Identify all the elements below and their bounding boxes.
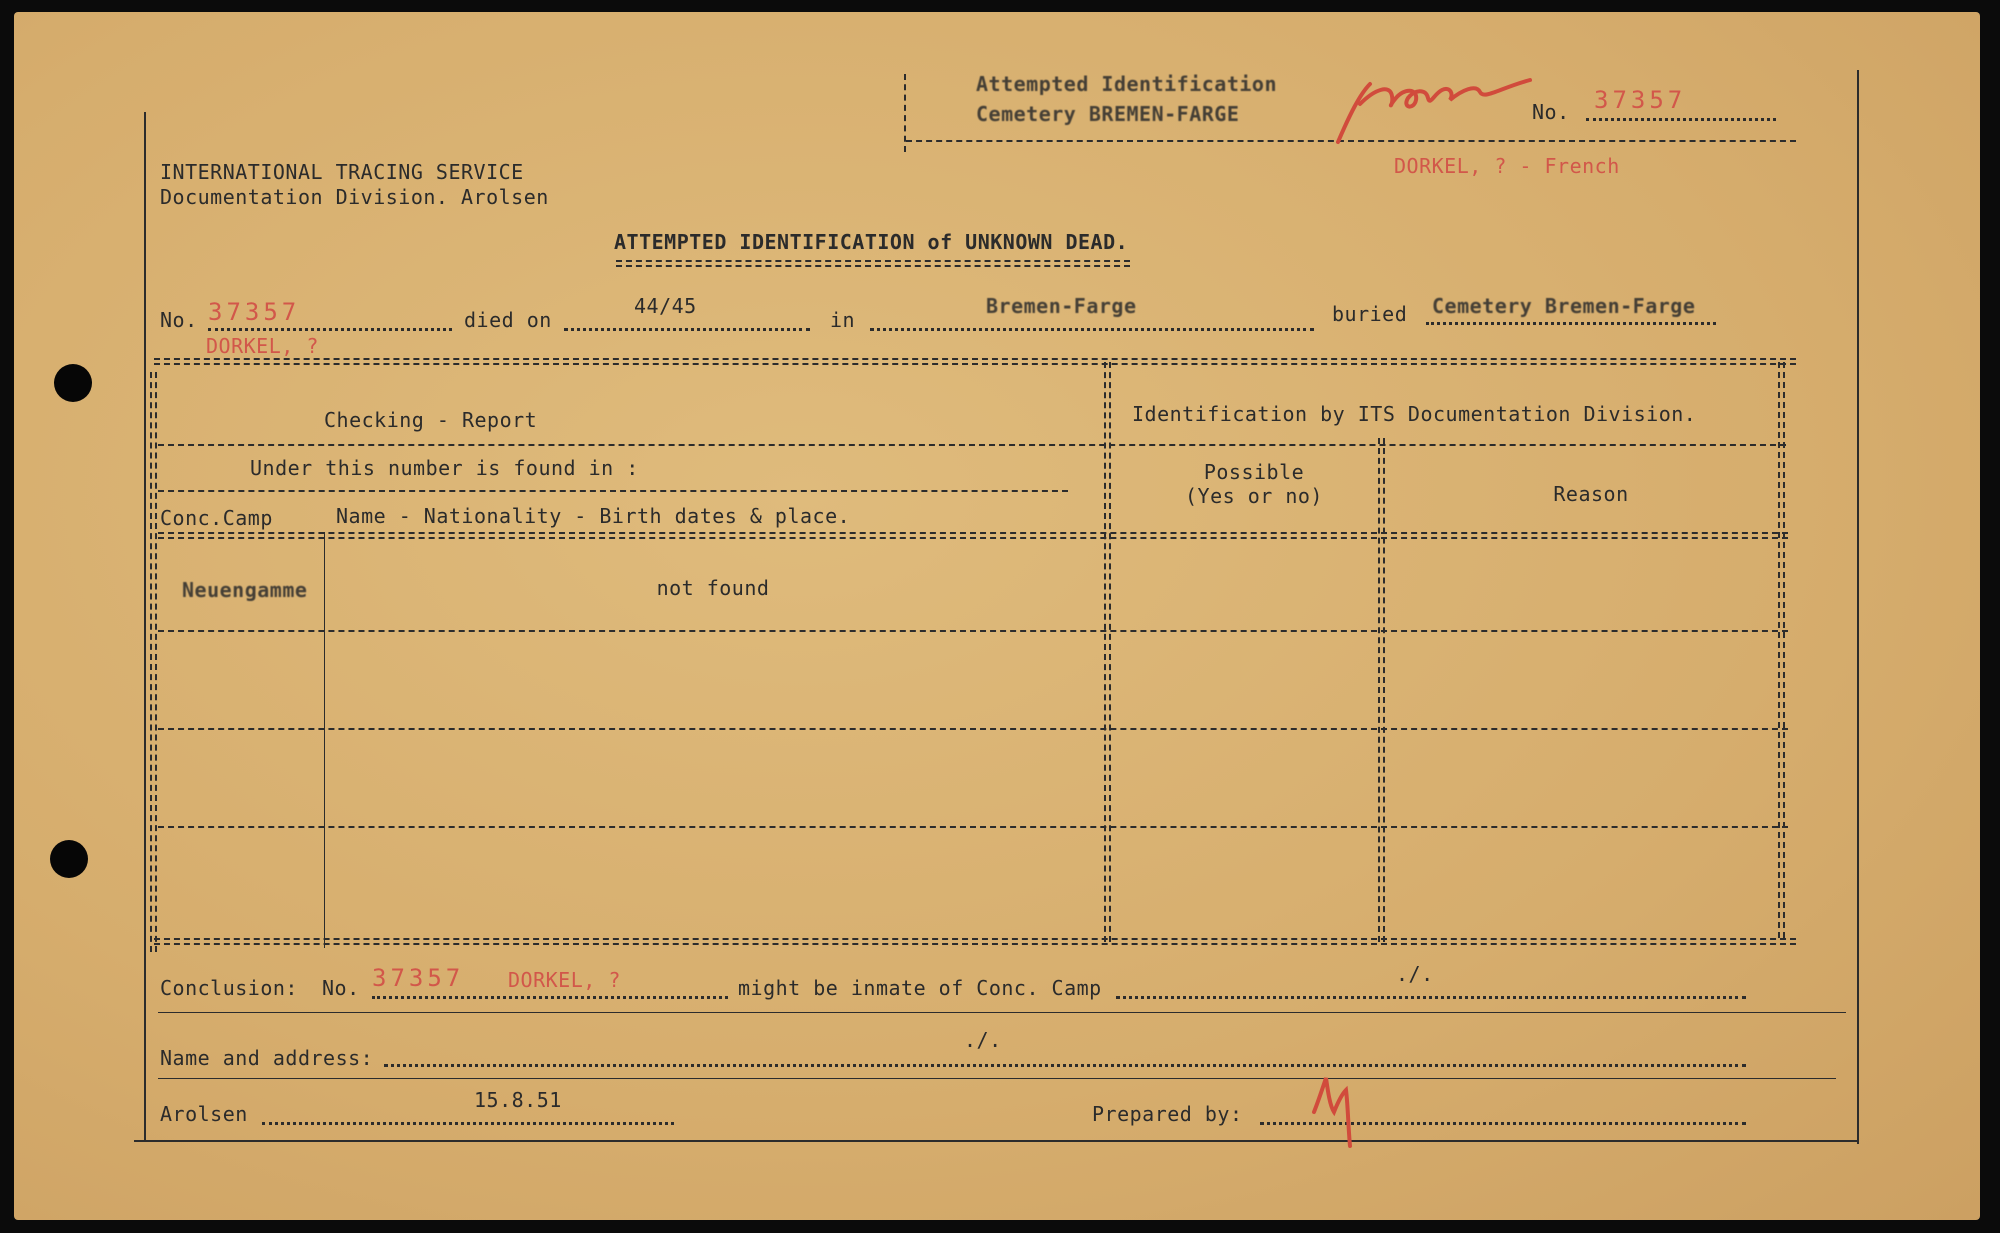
in-value: Bremen-Farge [986,294,1137,318]
col-header-sep [158,532,1788,539]
subheader-sep [158,490,1068,492]
conclusion-camp-value: ./. [1396,962,1434,986]
punch-hole [54,364,92,402]
table-row-camp: Neuengamme [182,578,308,602]
prepared-by-label: Prepared by: [1092,1102,1243,1126]
handwritten-none-annotation [1330,54,1540,150]
col-possible-header-2: (Yes or no) [1185,484,1323,508]
col-camp-header: Conc.Camp [160,506,273,530]
row-sep-1 [158,630,1788,632]
identification-header: Identification by ITS Documentation Division. [1132,402,1697,426]
page-title: ATTEMPTED IDENTIFICATION of UNKNOWN DEAD. [614,230,1129,254]
name-address-label: Name and address: [160,1046,374,1070]
table-left-border [150,372,157,952]
conclusion-no-dots [372,996,728,999]
stamp-no-value: 37357 [1594,86,1687,114]
handwritten-initials-signature [1308,1072,1368,1152]
header-sep [158,444,1786,446]
org-line-1: INTERNATIONAL TRACING SERVICE [160,160,524,184]
frame-left [144,112,146,1142]
buried-dots [1426,322,1716,325]
org-line-2: Documentation Division. Arolsen [160,185,549,209]
in-label: in [830,308,856,332]
buried-value: Cemetery Bremen-Farge [1432,294,1696,318]
col-reason-header: Reason [1553,482,1629,506]
record-no-label: No. [160,308,198,332]
name-tag: DORKEL, ? - French [1394,154,1620,178]
conclusion-text: might be inmate of Conc. Camp [738,976,1102,1000]
found-in-subheader: Under this number is found in : [250,456,639,480]
stamp-no-label: No. [1532,100,1570,124]
in-dots [870,328,1314,331]
col-name-header: Name - Nationality - Birth dates & place. [336,504,851,528]
died-value: 44/45 [634,294,697,318]
table-right-border [1778,362,1785,938]
frame-bottom [134,1140,1858,1142]
table-divider-main [1104,362,1111,942]
record-name-note: DORKEL, ? [206,334,319,358]
stamp-line-2: Cemetery BREMEN-FARGE [976,102,1240,126]
footer-date: 15.8.51 [474,1088,562,1112]
checking-report-header: Checking - Report [324,408,538,432]
punch-hole [50,840,88,878]
table-bottom-border [154,938,1796,945]
row-sep-2 [158,728,1788,730]
died-label: died on [464,308,552,332]
index-card [14,12,1980,1220]
record-no-dots [208,328,452,331]
conclusion-no-label: No. [322,976,360,1000]
table-divider-reason [1378,438,1385,942]
frame-right [1857,70,1859,1144]
name-address-rule [158,1078,1836,1079]
col-possible-header-1: Possible [1203,460,1305,484]
conclusion-name-value: DORKEL, ? [508,968,621,992]
table-top-border [154,358,1796,365]
footer-date-dots [262,1122,674,1125]
conclusion-rule [158,1012,1846,1013]
footer-place: Arolsen [160,1102,248,1126]
record-no-value: 37357 [208,298,301,326]
name-address-value: ./. [964,1028,1002,1052]
table-divider-camp [324,532,325,948]
table-row-name: not found [656,576,770,600]
name-address-dots [384,1064,1746,1067]
row-sep-3 [158,826,1788,828]
died-dots [564,328,810,331]
conclusion-label: Conclusion: [160,976,298,1000]
conclusion-no-value: 37357 [372,964,465,992]
buried-label: buried [1332,302,1408,326]
stamp-no-dots [1586,118,1776,121]
stamp-line-1: Attempted Identification [976,72,1277,96]
title-underline [616,260,1130,267]
conclusion-camp-dots [1116,996,1746,999]
